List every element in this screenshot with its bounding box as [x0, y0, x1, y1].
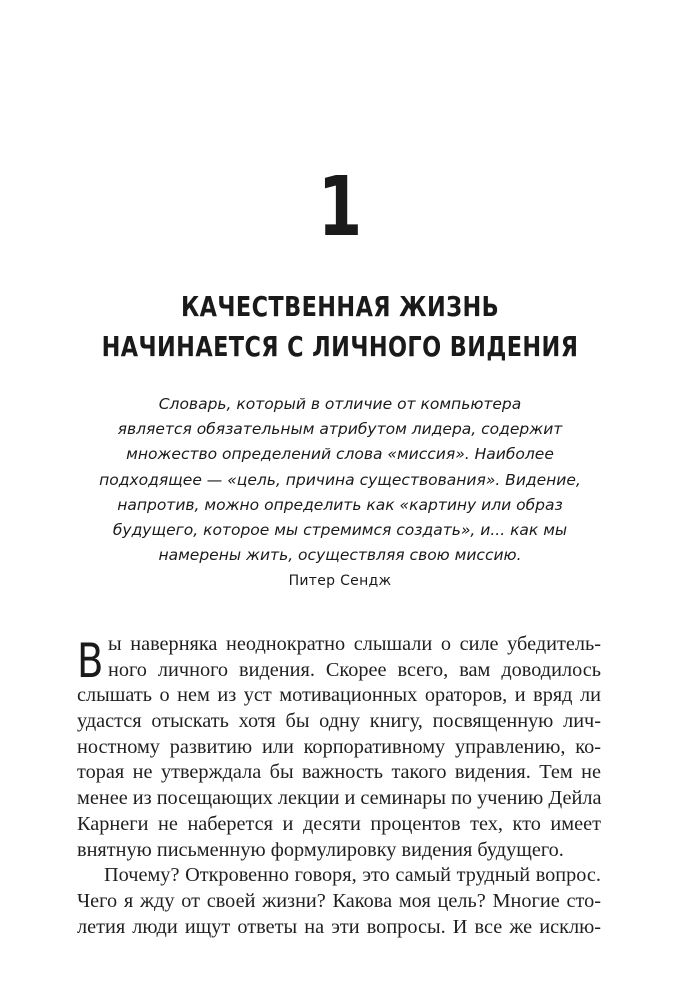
body-line: менее из посещающих лекции и семинары по учению Дейла [77, 787, 602, 810]
chapter-title-line: НАЧИНАЕТСЯ С ЛИЧНОГО ВИДЕНИЯ [101, 330, 579, 363]
epigraph-line: будущего, которое мы стремимся создать», и... как мы [112, 521, 568, 540]
body-line: Почему? Откровенно говоря, это самый трудный вопрос. [104, 864, 601, 887]
epigraph-line: является обязательным атрибутом лидера, содержит [117, 420, 563, 439]
epigraph-author: Питер Сендж [288, 573, 392, 589]
chapter-number: 1 [317, 160, 363, 255]
body-line: ного личного видения. Скорее всего, вам доводилось [108, 658, 601, 681]
body-line: летия люди ищут ответы на эти вопросы. И все же исклю- [77, 915, 601, 938]
body-line: ы наверняка неоднократно слышали о силе убедитель- [108, 633, 601, 655]
epigraph-line: подходящее — «цель, причина существования». Видение, [99, 470, 581, 489]
body-line: удастся отыскать хотя бы одну книгу, посвященную лич- [77, 710, 601, 733]
body-line: Карнеги не наберется и десяти процентов тех, кто имеет [77, 812, 601, 835]
body-line: Чего я жду от своей жизни? Какова моя цель? Многие сто- [77, 889, 601, 912]
drop-cap: В [77, 634, 104, 689]
epigraph-line: множество определений слова «миссия». Наиболее [126, 445, 554, 464]
chapter-title [68, 287, 612, 367]
epigraph-line: напротив, можно определить как «картину или образ [117, 495, 563, 514]
epigraph-line: намерены жить, осуществляя свою миссию. [158, 546, 522, 565]
body-line: слышать о нем из уст мотивационных ораторов, и вряд ли [77, 684, 601, 707]
body-line: внятную письменную формулировку видения будущего. [77, 838, 564, 861]
body-text [77, 632, 601, 940]
epigraph-line: Словарь, который в отличие от компьютера [158, 395, 522, 413]
body-line: торая не утверждала бы важность такого видения. Тем не [77, 761, 601, 784]
chapter-title-line: КАЧЕСТВЕННАЯ ЖИЗНЬ [180, 290, 500, 323]
body-line: ностному развитию или корпоративному управлению, ко- [77, 735, 601, 758]
epigraph [90, 392, 590, 568]
